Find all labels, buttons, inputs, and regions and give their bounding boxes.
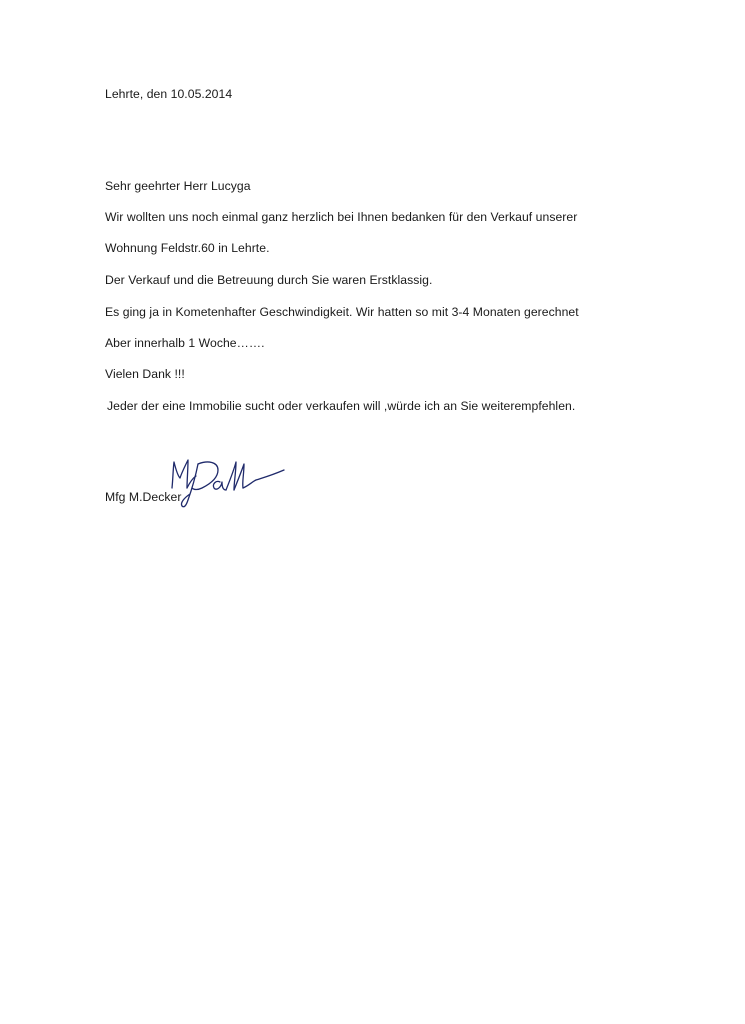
date-line: Lehrte, den 10.05.2014 <box>105 87 233 101</box>
closing-line: Mfg M.Decker <box>105 490 182 504</box>
body-line-1: Wir wollten uns noch einmal ganz herzlich bei Ihnen bedanken für den Verkauf unserer <box>105 210 578 224</box>
salutation: Sehr geehrter Herr Lucyga <box>105 179 251 193</box>
body-line-3: Der Verkauf und die Betreuung durch Sie waren Erstklassig. <box>105 273 433 287</box>
body-line-5: Aber innerhalb 1 Woche……. <box>105 336 265 350</box>
body-line-2: Wohnung Feldstr.60 in Lehrte. <box>105 241 270 255</box>
handwritten-signature-icon <box>160 448 290 518</box>
body-line-7: Jeder der eine Immobilie sucht oder verkaufen will ,würde ich an Sie weiterempfehlen. <box>107 399 576 413</box>
body-line-4: Es ging ja in Kometenhafter Geschwindigkeit. Wir hatten so mit 3-4 Monaten gerechnet <box>105 305 579 319</box>
body-line-6: Vielen Dank !!! <box>105 367 185 381</box>
